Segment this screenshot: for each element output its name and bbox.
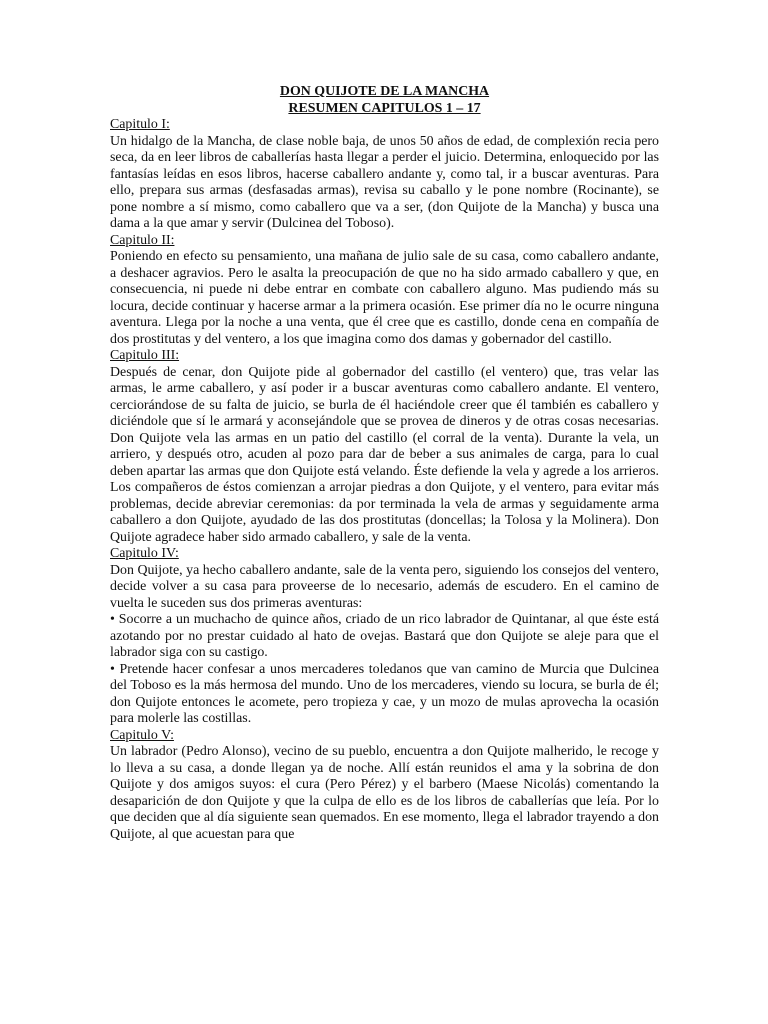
chapter-4 [110, 546, 659, 728]
bullet-item: • Socorre a un muchacho de quince años, criado de un rico labrador de Quintanar, al que éste está azotando por no prestar cuidado al hato de ovejas. Bastará que don Quijote se aleje para que el labrador siga con su castigo. [110, 612, 659, 660]
chapter-1 [110, 117, 659, 233]
title-block [110, 84, 659, 117]
chapter-2 [110, 233, 659, 349]
chapter-5 [110, 728, 659, 844]
bullet-item: • Pretende hacer confesar a unos mercaderes toledanos que van camino de Murcia que Dulcinea del Toboso es la más hermosa del mundo. Uno de los mercaderes, viendo su locura, se burla de él; don Quijote entonces le acomete, pero tropieza y cae, y un mozo de mulas aprovecha la ocasión para molerle las costillas. [110, 661, 659, 726]
chapter-paragraph: Poniendo en efecto su pensamiento, una mañana de julio sale de su casa, como caballero andante, a deshacer agravios. Pero le asalta la preocupación de que no ha sido armado caballero y que, en consecuencia, ni puede ni debe entrar en combate con caballero alguno. Mas pudiendo más su locura, decide continuar y hacerse armar a la primera ocasión. Ese primer día no le ocurre ninguna aventura. Llega por la noche a una venta, que él cree que es castillo, donde cena en compañía de dos prostitutas y del ventero, a los que imagina como dos damas y gobernador del castillo. [110, 249, 659, 347]
document-subtitle: RESUMEN CAPITULOS 1 – 17 [288, 100, 481, 116]
chapter-3 [110, 348, 659, 546]
chapter-heading: Capitulo II: [110, 232, 175, 248]
chapter-paragraph: Don Quijote, ya hecho caballero andante, sale de la venta pero, siguiendo los consejos del ventero, decide volver a su casa para proveerse de lo necesario, además de escudero. En el camino de vuelta le suceden sus dos primeras aventuras: [110, 562, 659, 611]
chapter-heading: Capitulo I: [110, 117, 170, 132]
chapter-paragraph: Un hidalgo de la Mancha, de clase noble baja, de unos 50 años de edad, de complexión recia pero seca, da en leer libros de caballerías hasta llegar a perder el juicio. Determina, enloquecido por las fantasías leídas en esos libros, hacerse caballero andante y, como tal, ir a buscar aventuras. Para ello, prepara sus armas (desfasadas armas), revisa su caballo y le pone nombre (Rocinante), se pone nombre a sí mismo, como caballero que va a ser, (don Quijote de la Mancha) y busca una dama a la que amar y servir (Dulcinea del Toboso). [110, 133, 659, 231]
chapter-heading: Capitulo IV: [110, 546, 179, 561]
chapter-paragraph: Después de cenar, don Quijote pide al gobernador del castillo (el ventero) que, tras velar las armas, le arme caballero, y así poder ir a buscar aventuras como caballero andante. El ventero, cerciorándose de su falta de juicio, se burla de él haciéndole creer que él también es caballero y diciéndole que sí le armará y aconsejándole que se provea de dineros y de otras cosas necesarias. Don Quijote vela las armas en un patio del castillo (el corral de la venta). Durante la vela, un arriero, y después otro, acuden al pozo para dar de beber a sus animales de carga, para lo cual deben apartar las armas que don Quijote está velando. Éste defiende la vela y agrede a los arrieros. Los compañeros de éstos comienzan a arrojar piedras a don Quijote, y el ventero, para evitar más problemas, decide abreviar ceremonias: da por terminada la vela de armas y seguidamente arma caballero a don Quijote, ayudado de las dos prostitutas (doncellas; la Tolosa y la Molinera). Don Quijote agradece haber sido armado caballero, y sale de la venta. [110, 364, 659, 545]
chapter-paragraph: Un labrador (Pedro Alonso), vecino de su pueblo, encuentra a don Quijote malherido, le recoge y lo lleva a su casa, a donde llegan ya de noche. Allí están reunidos el ama y la sobrina de don Quijote y dos amigos suyos: el cura (Pero Pérez) y el barbero (Maese Nicolás) comentando la desaparición de don Quijote y que la culpa de ello es de los libros de caballerías que leía. Por lo que deciden que al día siguiente sean quemados. En ese momento, llega el labrador trayendo a don Quijote, al que acuestan para que [110, 744, 659, 842]
chapter-heading: Capitulo V: [110, 727, 174, 743]
document-title: DON QUIJOTE DE LA MANCHA [279, 84, 490, 99]
document-body [110, 84, 659, 843]
chapter-heading: Capitulo III: [110, 348, 180, 363]
